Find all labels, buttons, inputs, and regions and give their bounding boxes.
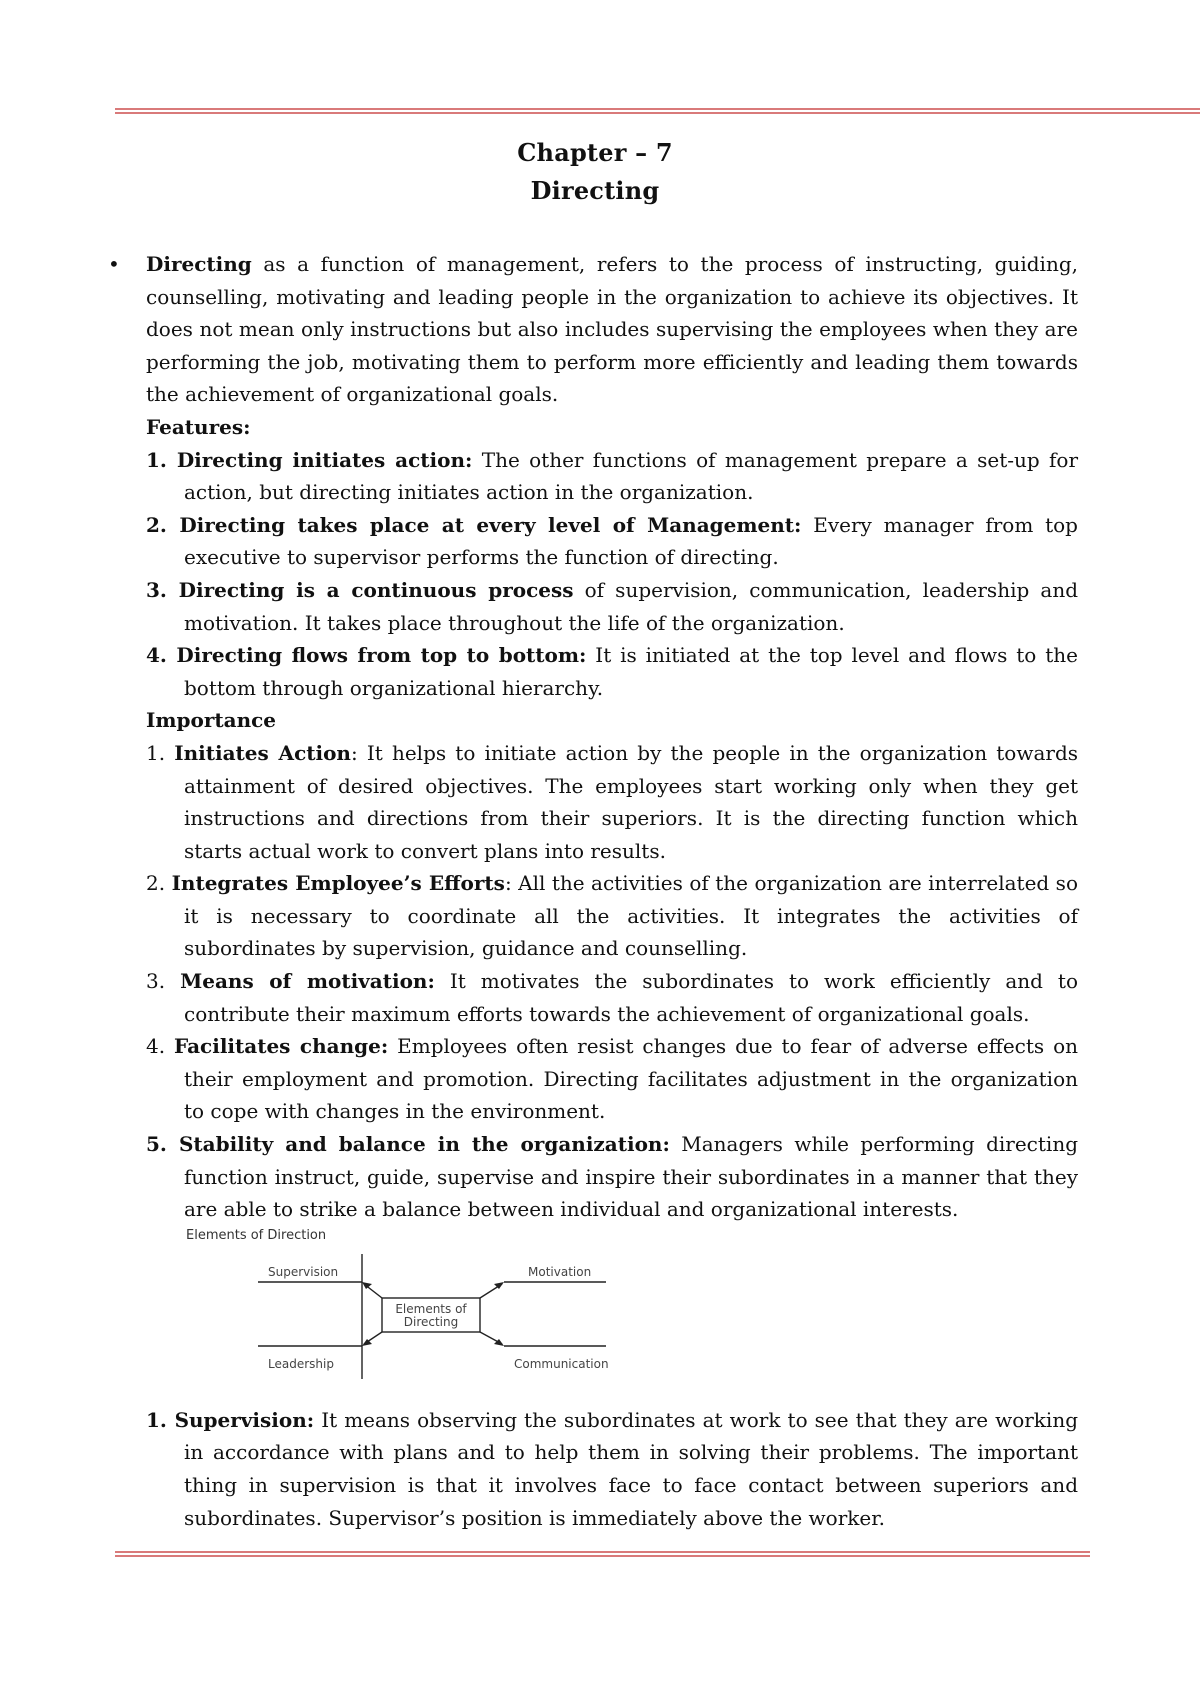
main-content: [146, 248, 1078, 1534]
bottom-rule: [115, 1551, 1090, 1557]
diagram-svg: [186, 1226, 786, 1404]
label-motivation: Motivation: [528, 1264, 592, 1279]
arrowhead-supervision: [362, 1282, 372, 1289]
label-leadership: Leadership: [268, 1356, 334, 1371]
feature-item-2: 2. Directing takes place at every level of Management: Every manager from top executive to supervisor performs the function of directing.: [146, 512, 1078, 570]
importance-item-3: 3. Means of motivation: It motivates the subordinates to work efficiently and to contribute their maximum efforts towards the achievement of organizational goals.: [146, 969, 1078, 1026]
importance-list: [146, 737, 1078, 1226]
elements-list: [146, 1404, 1078, 1534]
bullet-dot: •: [108, 252, 120, 276]
intro-paragraph: [146, 248, 1078, 411]
features-heading: Features:: [146, 414, 251, 439]
top-rule: [115, 108, 1200, 114]
center-label-2: Directing: [403, 1314, 459, 1329]
intro-text: as a function of management, refers to the process of instructing, guiding, counselling, motivating and leading people in the organization to achieve its objectives. It does not mean only instructions but also includes supervising the employees when they are performing the job, motivating them to perform more efficiently and leading them towards the achievement of organizational goals.: [146, 252, 1078, 407]
chapter-title: Directing: [530, 176, 660, 205]
features-list: [146, 444, 1078, 705]
importance-heading: Importance: [146, 708, 277, 733]
elements-diagram: [186, 1226, 786, 1404]
label-supervision: Supervision: [268, 1264, 339, 1279]
diagram-title: Elements of Direction: [186, 1227, 327, 1243]
intro-bold: Directing: [146, 252, 252, 276]
importance-item-5: 5. Stability and balance in the organization: Managers while performing directing function instruct, guide, supervise and inspire their subordinates in a manner that they are able to strike a balance between individual and organizational interests.: [146, 1132, 1078, 1222]
importance-item-1: 1. Initiates Action: It helps to initiate action by the people in the organization towards attainment of desired objectives. The employees start working only when they get instructions and directions from their superiors. It is the directing function which starts actual work to convert plans into results.: [146, 740, 1079, 863]
label-communication: Communication: [514, 1356, 609, 1371]
element-item-1: 1. Supervision: It means observing the subordinates at work to see that they are working in accordance with plans and to help them in solving their problems. The important thing in supervision is that it involves face to face contact between superiors and subordinates. Supervisor’s position is immediately above the worker.: [146, 1407, 1079, 1530]
importance-item-2: 2. Integrates Employee’s Efforts: All the activities of the organization are interrelated so it is necessary to coordinate all the activities. It integrates the activities of subordinates by supervision, guidance and counselling.: [146, 871, 1078, 961]
center-label-1: Elements of: [395, 1301, 467, 1316]
feature-item-4: 4. Directing flows from top to bottom: It is initiated at the top level and flows to the bottom through organizational hierarchy.: [146, 643, 1078, 700]
feature-item-1: 1. Directing initiates action: The other functions of management prepare a set-up for action, but directing initiates action in the organization.: [146, 447, 1079, 505]
importance-item-4: 4. Facilitates change: Employees often resist changes due to fear of adverse effects on their employment and promotion. Directing facilitates adjustment in the organization to cope with changes in the environment.: [146, 1034, 1078, 1124]
chapter-number: Chapter – 7: [517, 138, 673, 167]
feature-item-3: 3. Directing is a continuous process of supervision, communication, leadership and motivation. It takes place throughout the life of the organization.: [146, 577, 1079, 635]
